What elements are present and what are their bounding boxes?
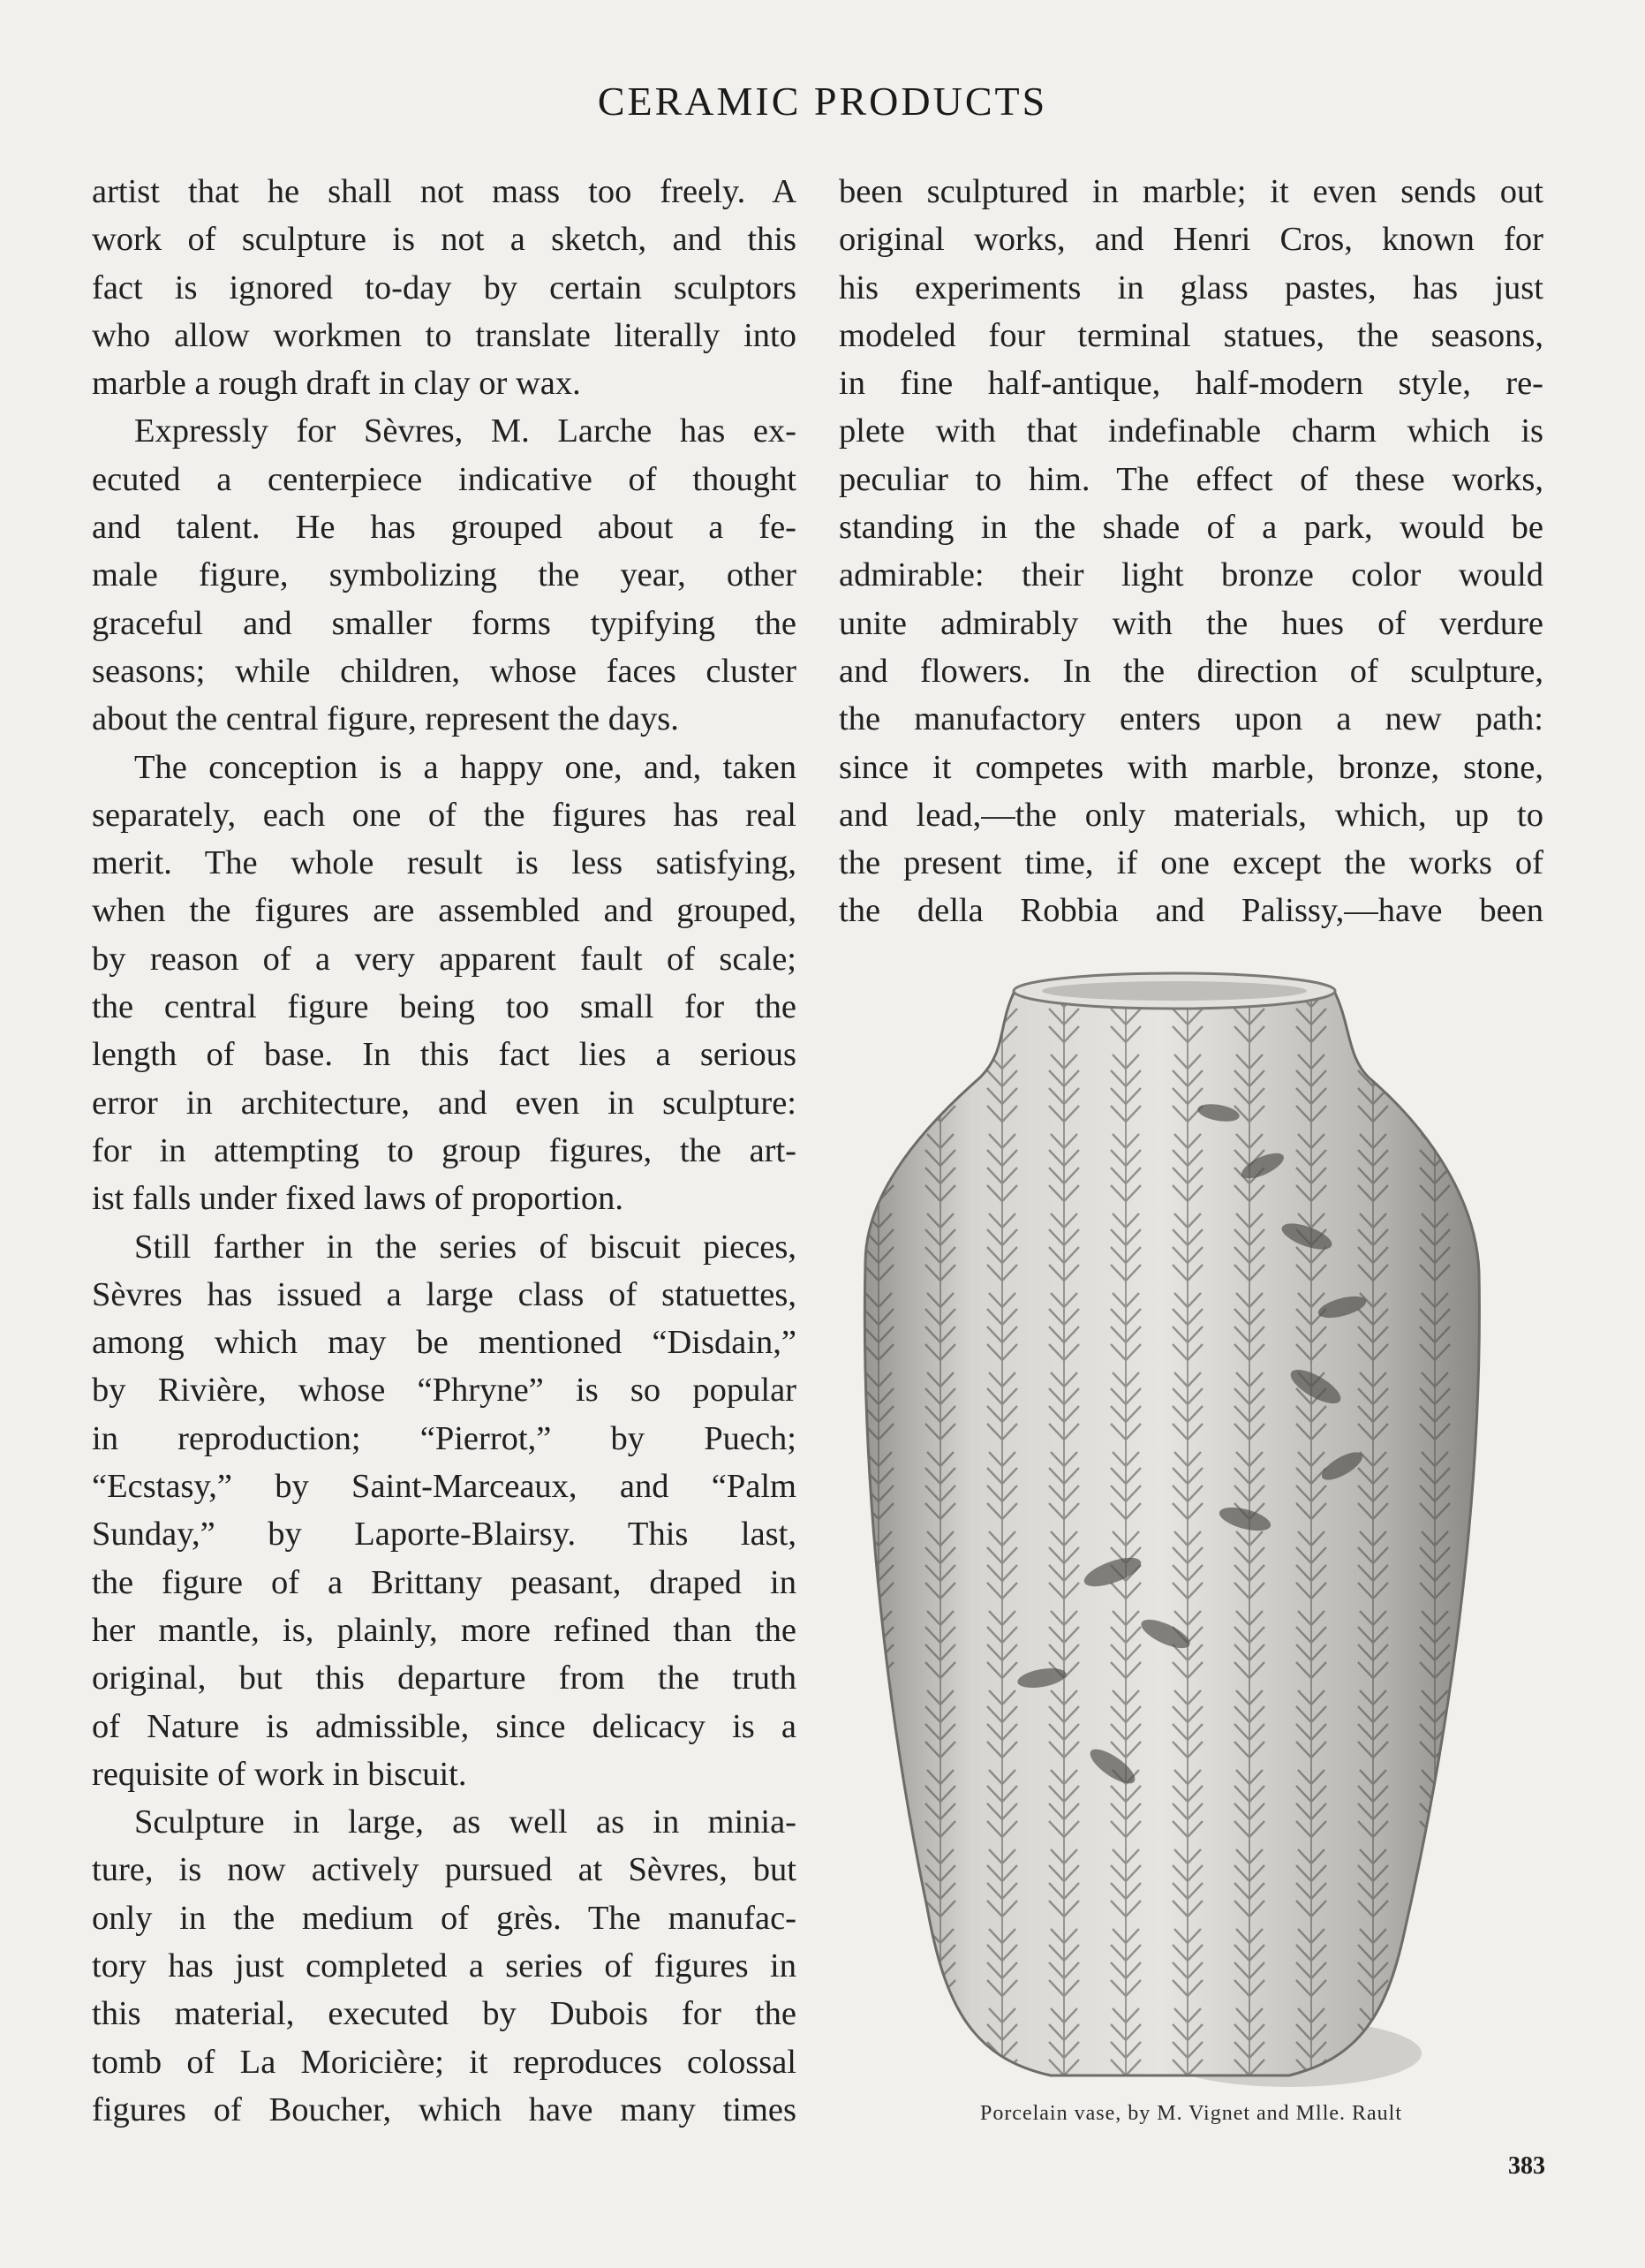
- text-line: his experiments in glass pastes, has just: [839, 268, 1543, 306]
- figure-caption: Porcelain vase, by M. Vignet and Mlle. Rault: [979, 2102, 1403, 2125]
- text-line: requisite of work in biscuit.: [92, 1755, 467, 1793]
- text-line: ture, is now actively pursued at Sèvres, but: [92, 1851, 796, 1889]
- text-line: graceful and smaller forms typifying the: [92, 604, 796, 642]
- text-line: by Rivière, whose “Phryne” is so popular: [92, 1372, 796, 1410]
- text-line: about the central figure, represent the days.: [92, 700, 679, 738]
- text-line: and talent. He has grouped about a fe-: [92, 509, 796, 547]
- text-line: tomb of La Moricière; it reproduces colossal: [92, 2043, 796, 2081]
- left-text-column: [92, 168, 796, 2134]
- text-line: the della Robbia and Palissy,—have been: [839, 892, 1543, 930]
- text-line: standing in the shade of a park, would be: [839, 509, 1543, 547]
- page-number: 383: [1508, 2152, 1545, 2180]
- text-line: for in attempting to group figures, the art-: [92, 1131, 796, 1169]
- text-line: the figure of a Brittany peasant, draped in: [92, 1563, 796, 1601]
- text-line: original, but this departure from the truth: [92, 1659, 796, 1697]
- text-line: when the figures are assembled and grouped,: [92, 892, 796, 930]
- text-line: been sculptured in marble; it even sends out: [839, 173, 1543, 210]
- text-line: artist that he shall not mass too freely. A: [92, 173, 796, 210]
- text-line: modeled four terminal statues, the seasons,: [839, 316, 1543, 354]
- text-line: the central figure being too small for the: [92, 988, 796, 1026]
- text-line: unite admirably with the hues of verdure: [839, 604, 1543, 642]
- text-line: Expressly for Sèvres, M. Larche has ex-: [134, 412, 796, 450]
- text-line: who allow workmen to translate literally into: [92, 316, 796, 354]
- text-line: this material, executed by Dubois for the: [92, 1995, 796, 2033]
- text-line: fact is ignored to-day by certain sculptors: [92, 268, 796, 306]
- text-line: error in architecture, and even in sculpture:: [92, 1084, 796, 1122]
- text-line: among which may be mentioned “Disdain,”: [92, 1324, 796, 1362]
- porcelain-vase-illustration: [848, 971, 1545, 2102]
- text-line: the present time, if one except the works of: [839, 844, 1543, 882]
- text-line: “Ecstasy,” by Saint-Marceaux, and “Palm: [92, 1468, 796, 1506]
- text-line: Sèvres has issued a large class of statuettes,: [92, 1275, 796, 1313]
- text-line: ecuted a centerpiece indicative of thought: [92, 460, 796, 498]
- text-line: The conception is a happy one, and, taken: [134, 748, 796, 786]
- text-line: male figure, symbolizing the year, other: [92, 556, 796, 594]
- text-line: since it competes with marble, bronze, stone,: [839, 748, 1543, 786]
- text-line: figures of Boucher, which have many times: [92, 2090, 796, 2128]
- text-line: length of base. In this fact lies a serious: [92, 1036, 796, 1074]
- text-line: of Nature is admissible, since delicacy is a: [92, 1707, 796, 1745]
- text-line: original works, and Henri Cros, known for: [839, 221, 1543, 259]
- text-line: and lead,—the only materials, which, up to: [839, 796, 1543, 834]
- text-line: seasons; while children, whose faces cluster: [92, 652, 796, 690]
- text-line: marble a rough draft in clay or wax.: [92, 365, 581, 403]
- text-line: her mantle, is, plainly, more refined than the: [92, 1611, 796, 1649]
- text-line: in fine half-antique, half-modern style, re-: [839, 365, 1543, 403]
- page-title: CERAMIC PRODUCTS: [597, 79, 1048, 124]
- text-line: Still farther in the series of biscuit pieces,: [134, 1228, 796, 1266]
- text-line: the manufactory enters upon a new path:: [839, 700, 1543, 738]
- text-line: tory has just completed a series of figures in: [92, 1947, 796, 1984]
- text-line: plete with that indefinable charm which is: [839, 412, 1543, 450]
- text-line: only in the medium of grès. The manufac-: [92, 1899, 796, 1937]
- text-line: Sunday,” by Laporte-Blairsy. This last,: [92, 1516, 796, 1554]
- text-line: and flowers. In the direction of sculpture,: [839, 652, 1543, 690]
- text-line: work of sculpture is not a sketch, and this: [92, 221, 796, 259]
- text-line: ist falls under fixed laws of proportion.: [92, 1180, 623, 1218]
- right-text-column: [839, 168, 1543, 935]
- text-line: Sculpture in large, as well as in minia-: [134, 1803, 796, 1841]
- text-line: by reason of a very apparent fault of scale;: [92, 940, 796, 978]
- vase-figure: [848, 971, 1545, 2102]
- text-line: peculiar to him. The effect of these works,: [839, 460, 1543, 498]
- text-line: in reproduction; “Pierrot,” by Puech;: [92, 1419, 796, 1457]
- text-line: merit. The whole result is less satisfying,: [92, 844, 796, 882]
- text-line: admirable: their light bronze color would: [839, 556, 1543, 594]
- text-line: separately, each one of the figures has real: [92, 796, 796, 834]
